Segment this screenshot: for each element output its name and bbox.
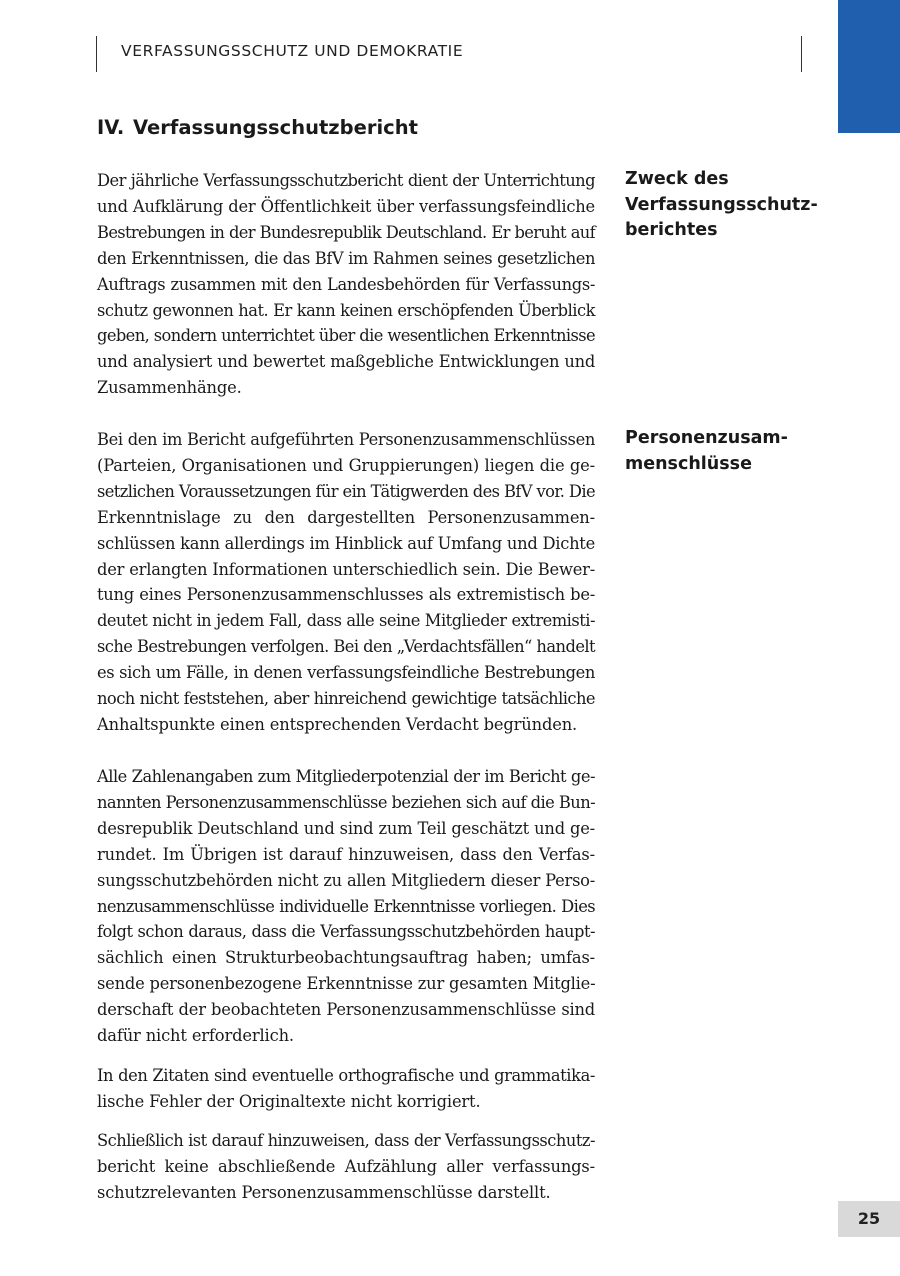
- text-line: es sich um Fälle, in denen verfassungsfeindliche Bestrebungen: [97, 663, 595, 683]
- text-line: schutzrelevanten Personenzusammenschlüsse darstellt.: [97, 1182, 551, 1202]
- text-line: und analysiert und bewertet maßgebliche Entwicklungen und: [97, 352, 595, 372]
- text-line: Auftrags zusammen mit den Landesbehörden für Verfassungs-: [97, 274, 595, 294]
- margin-note-line: Personenzusam-: [625, 428, 788, 448]
- section-title: Verfassungsschutzbericht: [133, 116, 418, 139]
- text-line: desrepublik Deutschland und sind zum Teil geschätzt und ge-: [97, 818, 595, 838]
- text-line: (Parteien, Organisationen und Gruppierungen) liegen die ge-: [97, 455, 595, 475]
- text-line: dafür nicht erforderlich.: [97, 1026, 294, 1046]
- text-line: deutet nicht in jedem Fall, dass alle seine Mitglieder extremisti-: [97, 611, 595, 631]
- paragraph-not-exhaustive: [97, 1128, 595, 1206]
- text-line: den Erkenntnissen, die das BfV im Rahmen seines gesetzlichen: [97, 248, 595, 268]
- text-line: derschaft der beobachteten Personenzusammenschlüsse sind: [97, 1000, 595, 1020]
- text-line: Bestrebungen in der Bundesrepublik Deutschland. Er beruht auf: [97, 222, 595, 242]
- page-number-box: [838, 1201, 900, 1237]
- margin-note-associations: [625, 426, 825, 477]
- header-rule-right: [801, 36, 802, 72]
- text-line: sächlich einen Strukturbeobachtungsauftrag haben; umfas-: [97, 948, 595, 968]
- text-line: schlüssen kann allerdings im Hinblick auf Umfang und Dichte: [97, 533, 595, 553]
- margin-note-line: menschlüsse: [625, 453, 752, 474]
- text-line: geben, sondern unterrichtet über die wesentlichen Erkenntnisse: [97, 326, 595, 346]
- text-line: lische Fehler der Originaltexte nicht korrigiert.: [97, 1091, 481, 1111]
- margin-note-line: Zweck des: [625, 169, 729, 189]
- text-line: Schließlich ist darauf hinzuweisen, dass der Verfassungsschutz-: [97, 1131, 595, 1150]
- text-line: sungsschutzbehörden nicht zu allen Mitgliedern dieser Perso-: [97, 870, 595, 890]
- paragraph-quotations: [97, 1063, 595, 1115]
- paragraph-associations: [97, 427, 595, 738]
- text-line: bericht keine abschließende Aufzählung aller verfassungs-: [97, 1156, 595, 1176]
- text-line: Der jährliche Verfassungsschutzbericht dient der Unterrichtung: [97, 171, 595, 190]
- text-line: und Aufklärung der Öffentlichkeit über verfassungsfeindliche: [97, 196, 595, 216]
- text-line: Alle Zahlenangaben zum Mitgliederpotenzial der im Bericht ge-: [97, 767, 595, 786]
- margin-note-line: berichtes: [625, 220, 718, 240]
- page-number: 25: [857, 1209, 881, 1228]
- text-line: nannten Personenzusammenschlüsse beziehen sich auf die Bun-: [97, 792, 596, 812]
- text-line: schutz gewonnen hat. Er kann keinen erschöpfenden Überblick: [97, 300, 595, 320]
- text-line: Anhaltspunkte einen entsprechenden Verdacht begründen.: [97, 714, 578, 734]
- text-line: Bei den im Bericht aufgeführten Personenzusammenschlüssen: [97, 430, 595, 449]
- text-line: Erkenntnislage zu den dargestellten Personenzusammen-: [97, 507, 595, 527]
- text-line: noch nicht feststehen, aber hinreichend gewichtige tatsächliche: [97, 689, 595, 709]
- text-line: sche Bestrebungen verfolgen. Bei den „Verdachtsfällen“ handelt: [97, 637, 596, 657]
- text-line: nenzusammenschlüsse individuelle Erkenntnisse vorliegen. Dies: [97, 896, 595, 916]
- running-header: VERFASSUNGSSCHUTZ UND DEMOKRATIE: [121, 42, 464, 60]
- chapter-color-tab: [838, 0, 900, 133]
- text-line: der erlangten Informationen unterschiedlich sein. Die Bewer-: [97, 559, 596, 579]
- text-line: Zusammenhänge.: [97, 378, 242, 398]
- paragraph-purpose: [97, 168, 595, 401]
- header-rule-left: [96, 36, 97, 72]
- margin-note-line: Verfassungsschutz-: [625, 194, 818, 215]
- text-line: sende personenbezogene Erkenntnisse zur gesamten Mitglie-: [97, 974, 596, 994]
- margin-note-purpose: [625, 167, 825, 244]
- text-line: rundet. Im Übrigen ist darauf hinzuweisen, dass den Verfas-: [97, 844, 595, 864]
- text-line: In den Zitaten sind eventuelle orthografische und grammatika-: [97, 1066, 595, 1085]
- section-heading: [97, 116, 418, 139]
- section-number: IV.: [97, 116, 125, 139]
- text-line: tung eines Personenzusammenschlusses als extremistisch be-: [97, 585, 595, 605]
- text-line: folgt schon daraus, dass die Verfassungsschutzbehörden haupt-: [97, 922, 595, 942]
- paragraph-member-figures: [97, 764, 595, 1049]
- text-line: setzlichen Voraussetzungen für ein Tätigwerden des BfV vor. Die: [97, 481, 595, 501]
